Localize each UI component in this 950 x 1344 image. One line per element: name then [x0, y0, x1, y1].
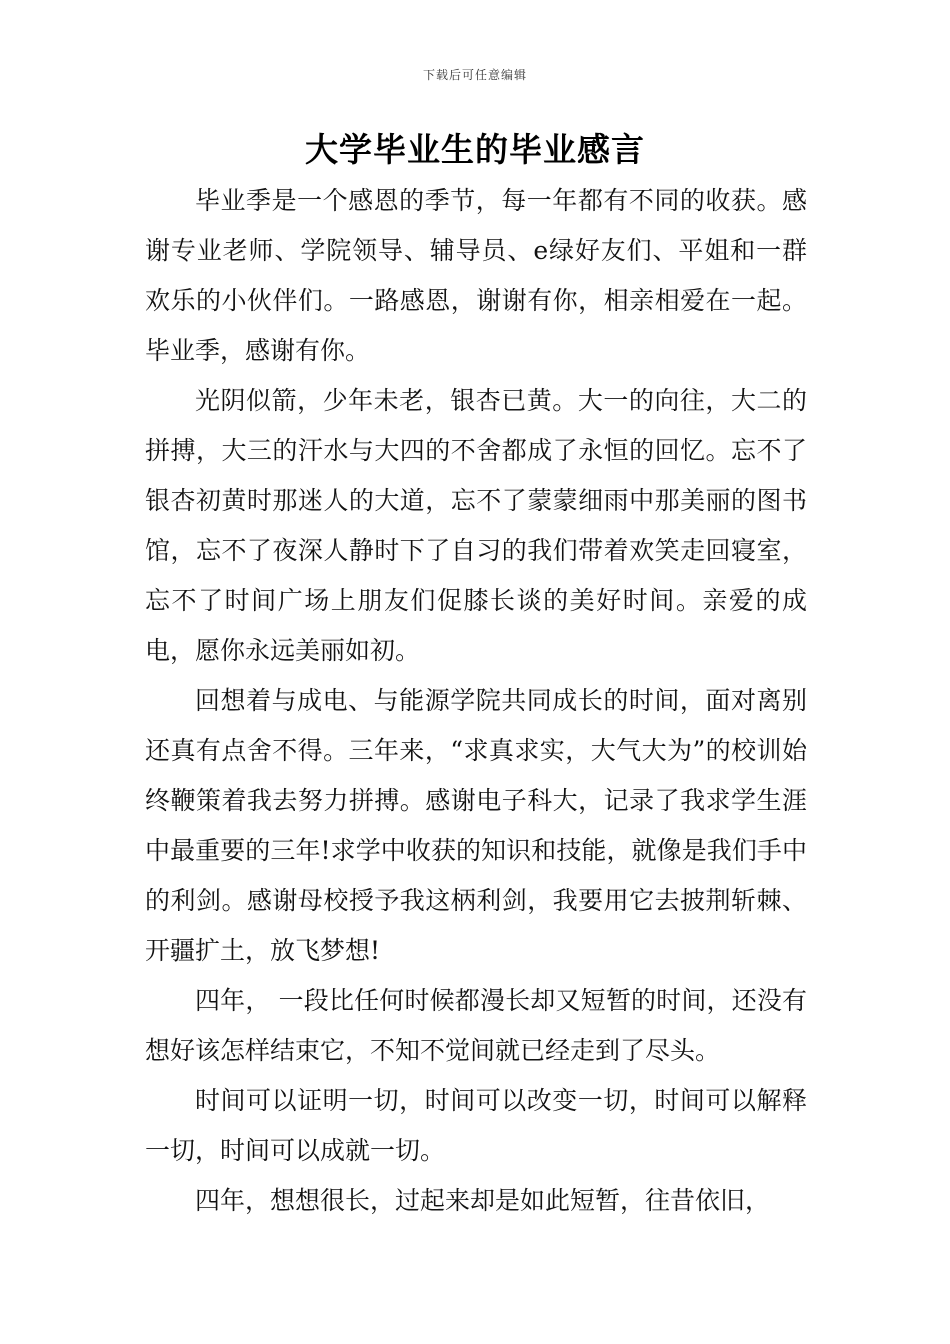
paragraph-1: 毕业季是一个感恩的季节，每一年都有不同的收获。感谢专业老师、学院领导、辅导员、e绿好友们、平姐和一群欢乐的小伙伴们。一路感恩，谢谢有你，相亲相爱在一起。毕业季，感谢有你。: [145, 186, 807, 365]
paragraph-6: 四年，想想很长，过起来却是如此短暂，往昔依旧，: [195, 1186, 771, 1215]
paragraph-5: 时间可以证明一切，时间可以改变一切，时间可以解释一切，时间可以成就一切。: [145, 1086, 807, 1165]
document-body: [145, 176, 807, 1226]
header-note: 下载后可任意编辑: [422, 68, 527, 82]
paragraph-3: 回想着与成电、与能源学院共同成长的时间，面对离别还真有点舍不得。三年来，“求真求实，大气大为”的校训始终鞭策着我去努力拼搏。感谢电子科大，记录了我求学生涯中最重要的三年!求学中收获的知识和技能，就像是我们手中的利剑。感谢母校授予我这柄利剑，我要用它去披荆斩棘、开疆扩土，放飞梦想!: [145, 686, 807, 965]
paragraph-4: 四年， 一段比任何时候都漫长却又短暂的时间，还没有想好该怎样结束它，不知不觉间就已经走到了尽头。: [145, 986, 807, 1065]
page-title: 大学毕业生的毕业感言: [305, 130, 645, 169]
paragraph-2: 光阴似箭，少年未老，银杏已黄。大一的向往，大二的拼搏，大三的汗水与大四的不舍都成了永恒的回忆。忘不了银杏初黄时那迷人的大道，忘不了蒙蒙细雨中那美丽的图书馆，忘不了夜深人静时下了自习的我们带着欢笑走回寝室，忘不了时间广场上朋友们促膝长谈的美好时间。亲爱的成电，愿你永远美丽如初。: [145, 386, 807, 665]
